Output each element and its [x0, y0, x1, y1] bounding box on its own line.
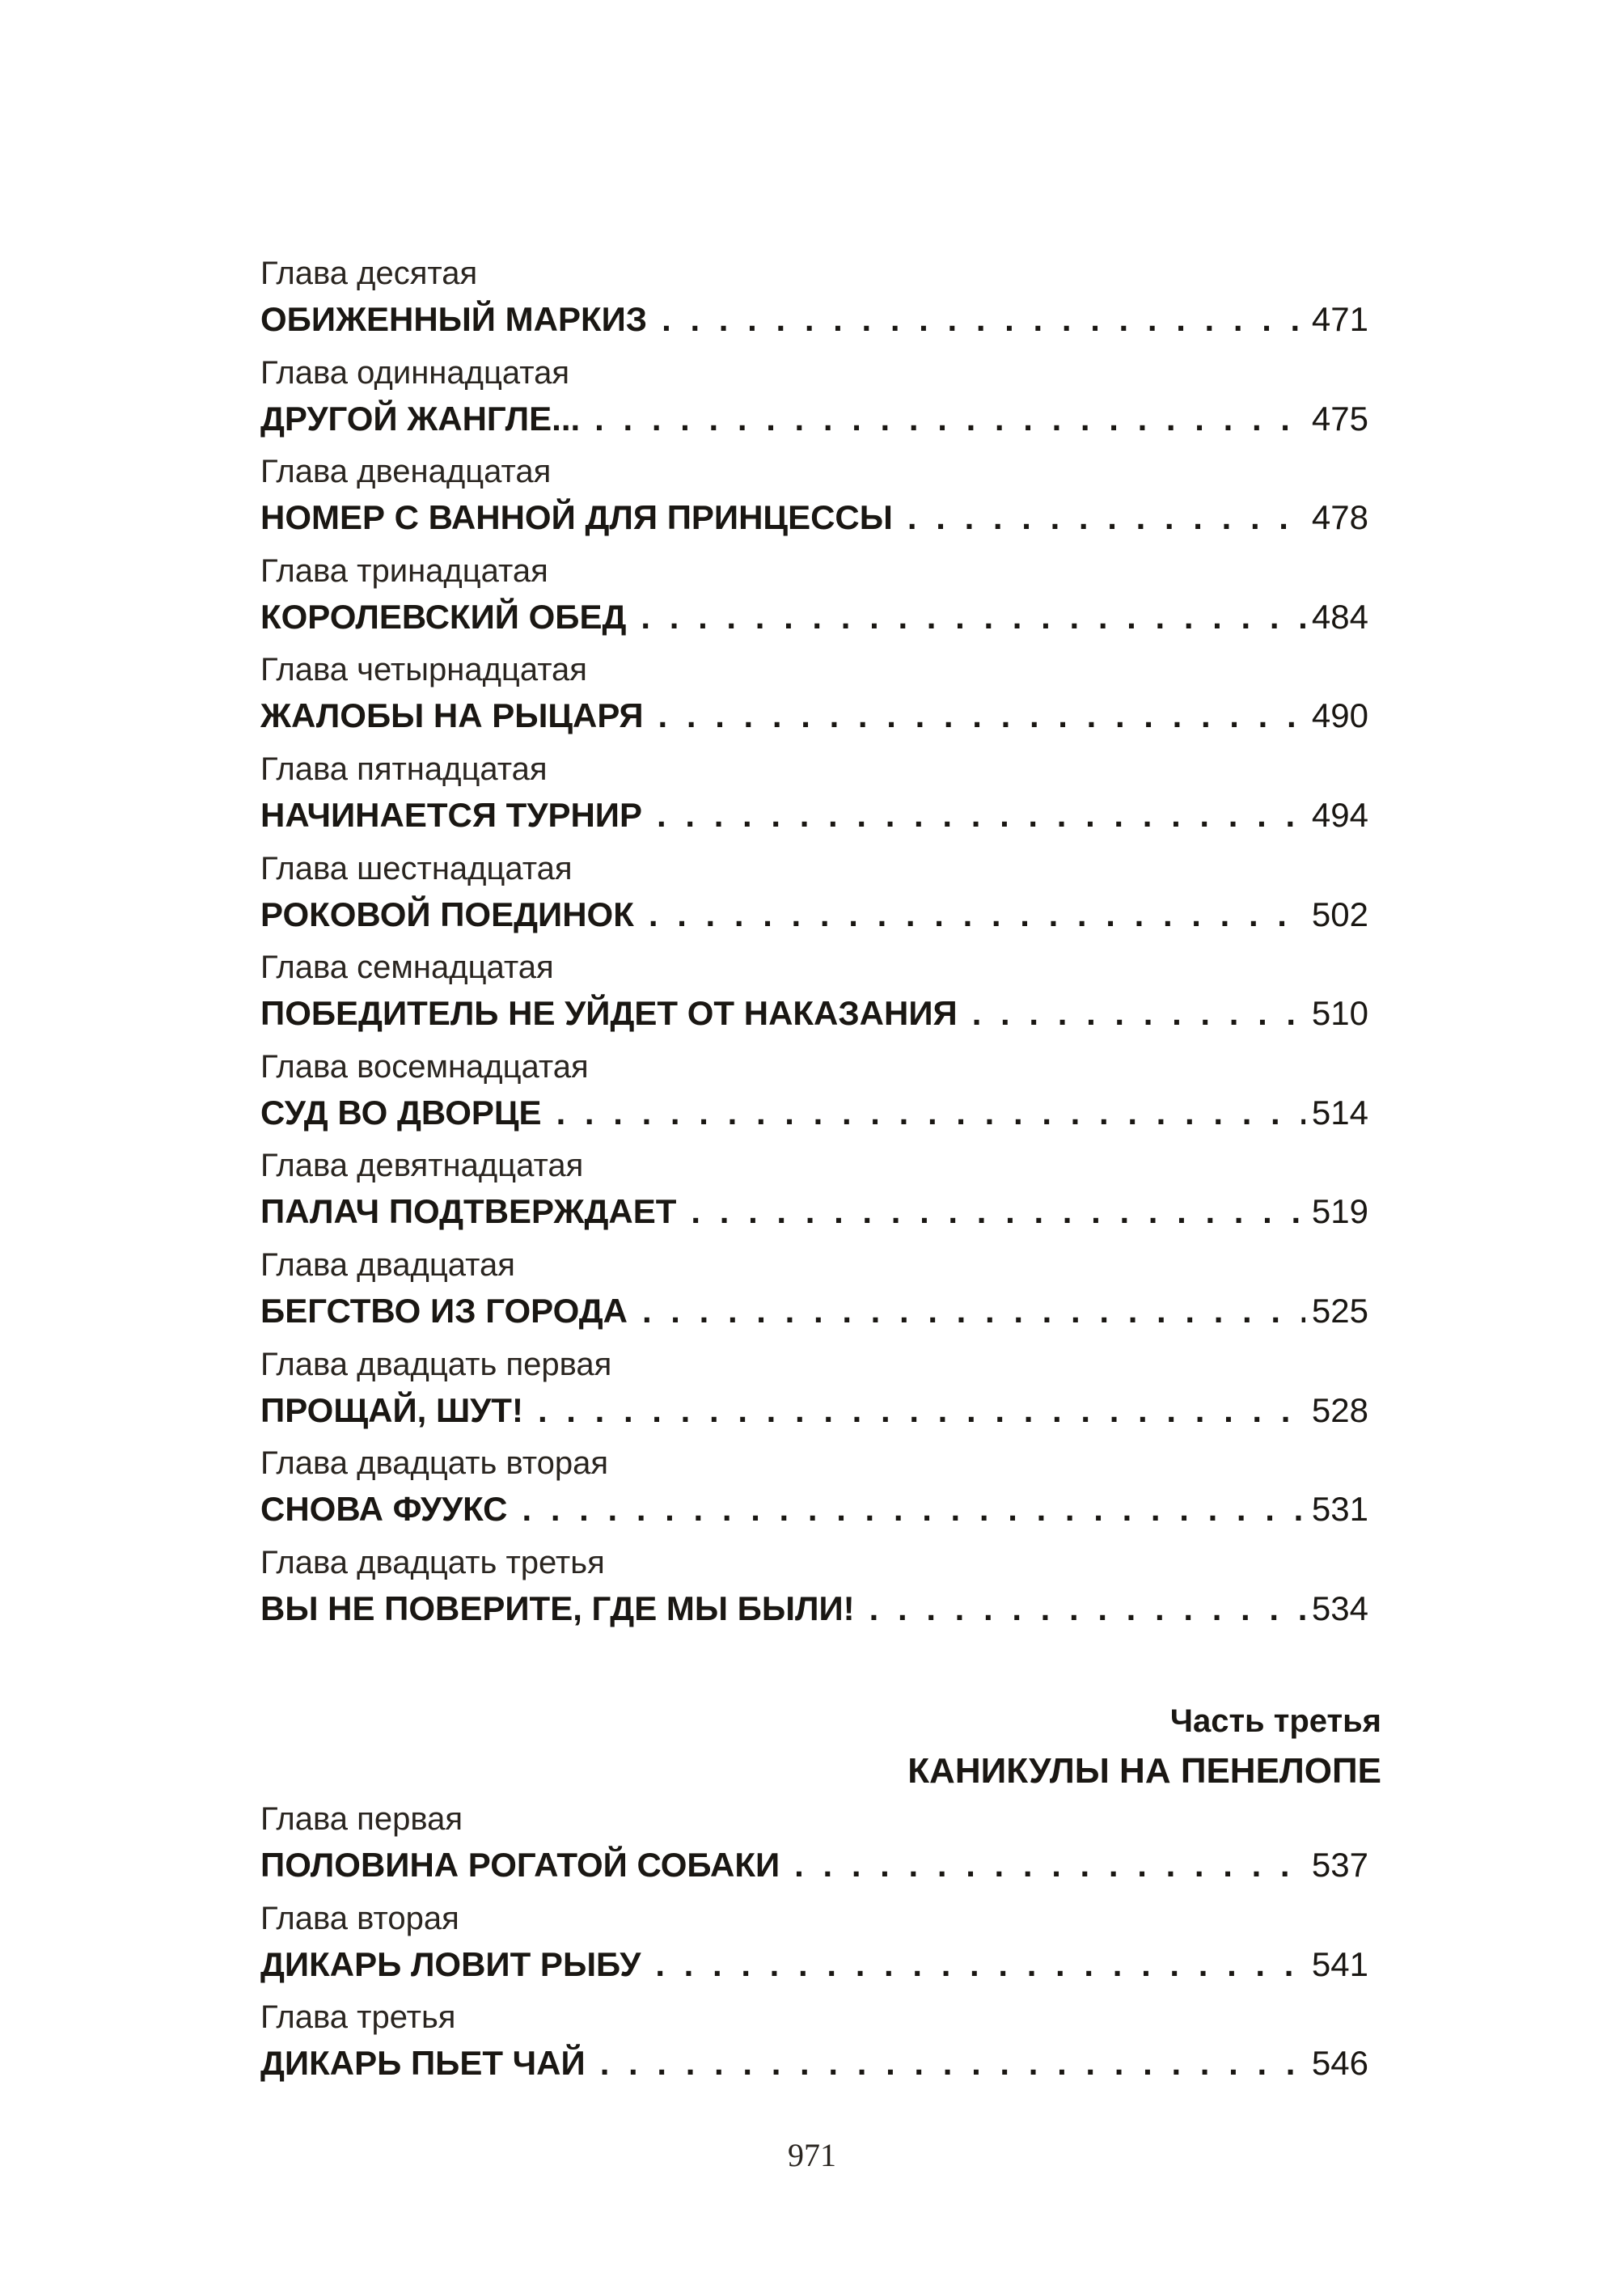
toc-list-part-two	[260, 252, 1368, 1640]
chapter-label: Глава пятнадцатая	[260, 751, 548, 787]
chapter-title: ЖАЛОБЫ НА РЫЦАРЯ	[260, 696, 644, 735]
page-number: 525	[1311, 1291, 1368, 1330]
chapter-label: Глава четырнадцатая	[260, 652, 587, 688]
toc-entry	[260, 1542, 1368, 1641]
chapter-title: ПРОЩАЙ, ШУТ!	[260, 1390, 523, 1429]
dot-leader	[642, 1286, 1305, 1336]
dot-leader	[658, 691, 1305, 741]
chapter-title-line	[260, 1187, 1368, 1237]
chapter-title: ПОЛОВИНА РОГАТОЙ СОБАКИ	[260, 1846, 780, 1884]
dot-leader	[972, 988, 1305, 1039]
page-number: 514	[1311, 1093, 1368, 1132]
page-folio: 971	[788, 2137, 836, 2173]
chapter-label: Глава двадцатая	[260, 1246, 515, 1283]
chapter-title: РОКОВОЙ ПОЕДИНОК	[260, 895, 634, 933]
chapter-title: ПОБЕДИТЕЛЬ НЕ УЙДЕТ ОТ НАКАЗАНИЯ	[260, 994, 958, 1033]
dot-leader	[522, 1484, 1305, 1534]
page-number: 478	[1311, 498, 1368, 537]
chapter-label: Глава шестнадцатая	[260, 850, 573, 886]
toc-entry	[260, 1996, 1368, 2096]
chapter-title: КОРОЛЕВСКИЙ ОБЕД	[260, 597, 627, 636]
page-number: 534	[1311, 1589, 1368, 1627]
page-number: 494	[1311, 795, 1368, 834]
part-label: Часть третья	[1169, 1703, 1381, 1739]
chapter-title-line	[260, 493, 1368, 543]
toc-entry	[260, 848, 1368, 947]
chapter-title-line	[260, 790, 1368, 840]
chapter-label: Глава двадцать вторая	[260, 1445, 609, 1482]
chapter-label: Глава восемнадцатая	[260, 1048, 589, 1085]
chapter-title: ПАЛАЧ ПОДТВЕРЖДАЕТ	[260, 1192, 677, 1231]
dot-leader	[657, 790, 1305, 840]
toc-entry	[260, 748, 1368, 848]
toc-entry	[260, 649, 1368, 748]
chapter-title-line	[260, 1840, 1368, 1890]
chapter-title-line	[260, 1940, 1368, 1990]
chapter-title-line	[260, 890, 1368, 940]
dot-leader	[662, 294, 1305, 345]
dot-leader	[907, 493, 1305, 543]
chapter-label: Глава третья	[260, 1999, 456, 2036]
chapter-title-line	[260, 294, 1368, 345]
dot-leader	[655, 1940, 1305, 1990]
page-number: 528	[1311, 1390, 1368, 1429]
toc-list-part-three	[260, 1798, 1368, 2096]
page-number: 519	[1311, 1192, 1368, 1231]
page-number: 484	[1311, 597, 1368, 636]
chapter-label: Глава вторая	[260, 1900, 459, 1936]
chapter-title: ДРУГОЙ ЖАНГЛЕ...	[260, 399, 581, 438]
chapter-label: Глава двадцать третья	[260, 1544, 605, 1580]
page-number: 510	[1311, 994, 1368, 1033]
chapter-title-line	[260, 2038, 1368, 2088]
chapter-label: Глава двадцать первая	[260, 1346, 612, 1382]
toc-entry	[260, 451, 1368, 550]
toc-entry	[260, 550, 1368, 649]
chapter-title-line	[260, 592, 1368, 642]
page-number: 475	[1311, 399, 1368, 438]
toc-entry	[260, 1144, 1368, 1244]
dot-leader	[600, 2038, 1305, 2088]
page-number: 531	[1311, 1490, 1368, 1529]
toc-entry	[260, 1244, 1368, 1343]
part-heading	[907, 1697, 1381, 1797]
chapter-title: БЕГСТВО ИЗ ГОРОДА	[260, 1291, 628, 1330]
part-title: КАНИКУЛЫ НА ПЕНЕЛОПЕ	[907, 1751, 1381, 1791]
chapter-title-line	[260, 1286, 1368, 1336]
chapter-title-line	[260, 1386, 1368, 1436]
page-number: 502	[1311, 895, 1368, 933]
chapter-title-line	[260, 691, 1368, 741]
page-number: 490	[1311, 696, 1368, 735]
chapter-title: ДИКАРЬ ЛОВИТ РЫБУ	[260, 1944, 641, 1983]
chapter-title: ОБИЖЕННЫЙ МАРКИЗ	[260, 300, 648, 338]
page-number: 541	[1311, 1944, 1368, 1983]
toc-entry	[260, 1442, 1368, 1542]
chapter-title-line	[260, 394, 1368, 444]
toc-entry	[260, 1343, 1368, 1443]
dot-leader	[538, 1386, 1305, 1436]
dot-leader	[794, 1840, 1305, 1890]
chapter-label: Глава тринадцатая	[260, 552, 548, 589]
toc-entry	[260, 1798, 1368, 1897]
chapter-label: Глава первая	[260, 1801, 463, 1837]
chapter-title: ДИКАРЬ ПЬЕТ ЧАЙ	[260, 2044, 586, 2083]
chapter-title: СУД ВО ДВОРЦЕ	[260, 1093, 542, 1132]
dot-leader	[594, 394, 1305, 444]
page-number: 471	[1311, 300, 1368, 338]
dot-leader	[869, 1584, 1305, 1634]
chapter-label: Глава одиннадцатая	[260, 354, 570, 391]
chapter-label: Глава семнадцатая	[260, 950, 554, 986]
dot-leader	[649, 890, 1305, 940]
toc-entry	[260, 352, 1368, 451]
chapter-title: СНОВА ФУУКС	[260, 1490, 508, 1529]
chapter-title: НОМЕР С ВАННОЙ ДЛЯ ПРИНЦЕССЫ	[260, 498, 893, 537]
chapter-title: НАЧИНАЕТСЯ ТУРНИР	[260, 795, 643, 834]
chapter-title-line	[260, 1484, 1368, 1534]
toc-entry	[260, 252, 1368, 352]
page-number: 537	[1311, 1846, 1368, 1884]
chapter-label: Глава девятнадцатая	[260, 1148, 584, 1184]
chapter-title-line	[260, 1584, 1368, 1634]
page-number: 546	[1311, 2044, 1368, 2083]
toc-entry	[260, 946, 1368, 1046]
dot-leader	[691, 1187, 1305, 1237]
toc-entry	[260, 1897, 1368, 1997]
chapter-title: ВЫ НЕ ПОВЕРИТЕ, ГДЕ МЫ БЫЛИ!	[260, 1589, 855, 1627]
toc-entry	[260, 1046, 1368, 1145]
chapter-label: Глава двенадцатая	[260, 454, 552, 490]
chapter-label: Глава десятая	[260, 256, 478, 291]
dot-leader	[556, 1088, 1305, 1138]
chapter-title-line	[260, 988, 1368, 1039]
chapter-title-line	[260, 1088, 1368, 1138]
dot-leader	[641, 592, 1305, 642]
